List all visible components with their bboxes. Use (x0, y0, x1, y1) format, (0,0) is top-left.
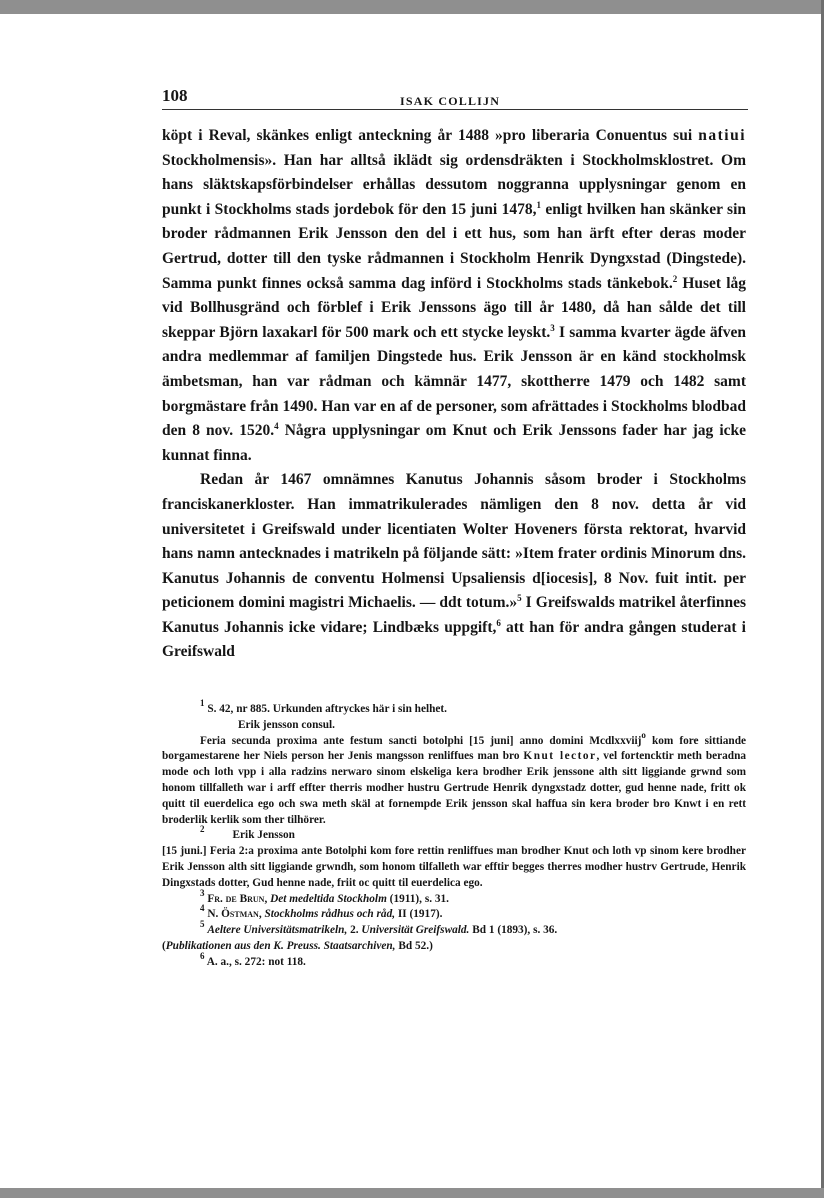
footnote-1-quote: Feria secunda proxima ante festum sancti botolphi [15 juni] anno domini Mcdlxxviij$^o$ kom fore sittiande borgamestarene her Niels person her Jenis mangsson renliffues man bro Knut lector, vel fortencktir meth beradna mode och loth vpp i alla radzins nerwaro sinom elskeliga kera brodher Erik jenssone alth sitt liggiande grwnd som honom tillfalleth war i arff effter therris modher hustru Gertrude Henrik dyngxstadz dotter, gud henne nade, fritt ok quitt til euerdelica ego och swa meth skäl at fornempde Erik jensson skal haffua sin kera broder bro Knwt i en rett broderlik kerlik som ther tilhörer. (162, 729, 747, 826)
footnote-ref-5: 5 (517, 593, 522, 604)
footnote-3: $^3$ Fr. de Brun, Det medeltida Stockholm (1911), s. 31. (200, 887, 449, 905)
footnote-2-head: $^2$ Erik Jensson (200, 824, 295, 842)
paragraph-2: Redan år 1467 omnämnes Kanutus Johannis såsom broder i Stockholms franciskanerkloster. Han immatrikulerades nämligen den 8 nov. detta år vid universitetet i Greifswald under licentiaten Wolter Hoveners första rektorat, hvarvid hans namn antecknades i matrikeln på följande sätt: »Item frater ordinis Minorum dns. Kanutus Johannis de conventu Holmensi Upsaliensis d[iocesis], 8 Nov. fuit intit. per peticionem domini magistri Michaelis. — ddt totum.»$^5$ I Greifswalds matrikel återfinnes Kanutus Johannis icke vidare; Lindbæks uppgift,$^6$ att han för andra gången studerat i Greifswald (162, 471, 746, 661)
scan-edge-bottom (0, 1188, 824, 1198)
spaced-word: natiui (698, 127, 746, 144)
footnote-ref-2: 2 (672, 273, 678, 284)
footnote-6: $^6$ A. a., s. 272: not 118. (200, 950, 306, 968)
footnote-4: $^4$ N. Östman, Stockholms rådhus och råd, II (1917). (200, 903, 443, 921)
scan-edge-top (0, 0, 824, 14)
running-header (162, 86, 748, 112)
footnotes (162, 698, 747, 971)
footnote-ref-4: 4 (274, 421, 279, 432)
footnote-5-series: (Publikationen aus den K. Preuss. Staatsarchiven, Bd 52.) (162, 939, 433, 952)
footnote-ref-6: 6 (496, 617, 501, 628)
footnote-1: $^1$ S. 42, nr 885. Urkunden aftryckes här i sin helhet. (200, 698, 447, 715)
body-text (162, 124, 746, 665)
footnote-1-subhead: Erik jensson consul. (238, 718, 335, 731)
page-number: 108 (162, 86, 188, 105)
footnote-ref-1: 1 (536, 199, 541, 210)
footnote-ref-3: 3 (550, 322, 555, 333)
header-rule (162, 109, 748, 110)
footnote-5: $^5$ Aeltere Universitätsmatrikeln, 2. Universität Greifswald. Bd 1 (1893), s. 36. (200, 919, 558, 937)
footnote-2-text: [15 juni.] Feria 2:a proxima ante Botolphi kom fore rettin renliffues man brodher Knut och loth vp sinom kere brodher Erik Jensson alth sitt liggiande grwndh, som honom tilfalleth war efftir begges therres modher hustrv Gertrude, Henrik Dingxstads dotter, Gud henne nade, friit oc quitt til euerdelica ego. (162, 845, 746, 889)
paragraph-1: köpt i Reval, skänkes enligt anteckning år 1488 »pro liberaria Conuentus sui natiui Stockholmensis». Han har alltså iklädt sig ordensdräkten i Stockholmsklostret. Om hans släktskapsförbindelser erhållas dessutom noggranna upplysningar genom en punkt i Stockholms stads jordebok för den 15 juni 1478,$^1$ enligt hvilken han skänker sin broder rådmannen Erik Jensson den del i ett hus, som han ärft efter deras moder Gertrud, dotter till den tyske rådmannen i Stockholm Henrik Dyngxstad (Dingstede). Samma punkt finnes också samma dag införd i Stockholms stads tänkebok.$^2$ Huset låg vid Bollhusgränd och förblef i Erik Jenssons ägo till år 1480, då han sålde det till skeppar Björn laxakarl för 500 mark och ett stycke leyskt.$^3$ I samma kvarter ägde äfven andra medlemmar af familjen Dingstede hus. Erik Jensson är en känd stockholmsk ämbetsman, han var rådman och kämnär 1477, skottherre 1479 och 1482 samt borgmästare från 1490. Han var en af de personer, som afrättades i Stockholms blodbad den 8 nov. 1520.$^4$ Några upplysningar om Knut och Erik Jenssons fader har jag icke kunnat finna. (162, 127, 747, 464)
running-title: ISAK COLLIJN (400, 94, 501, 108)
